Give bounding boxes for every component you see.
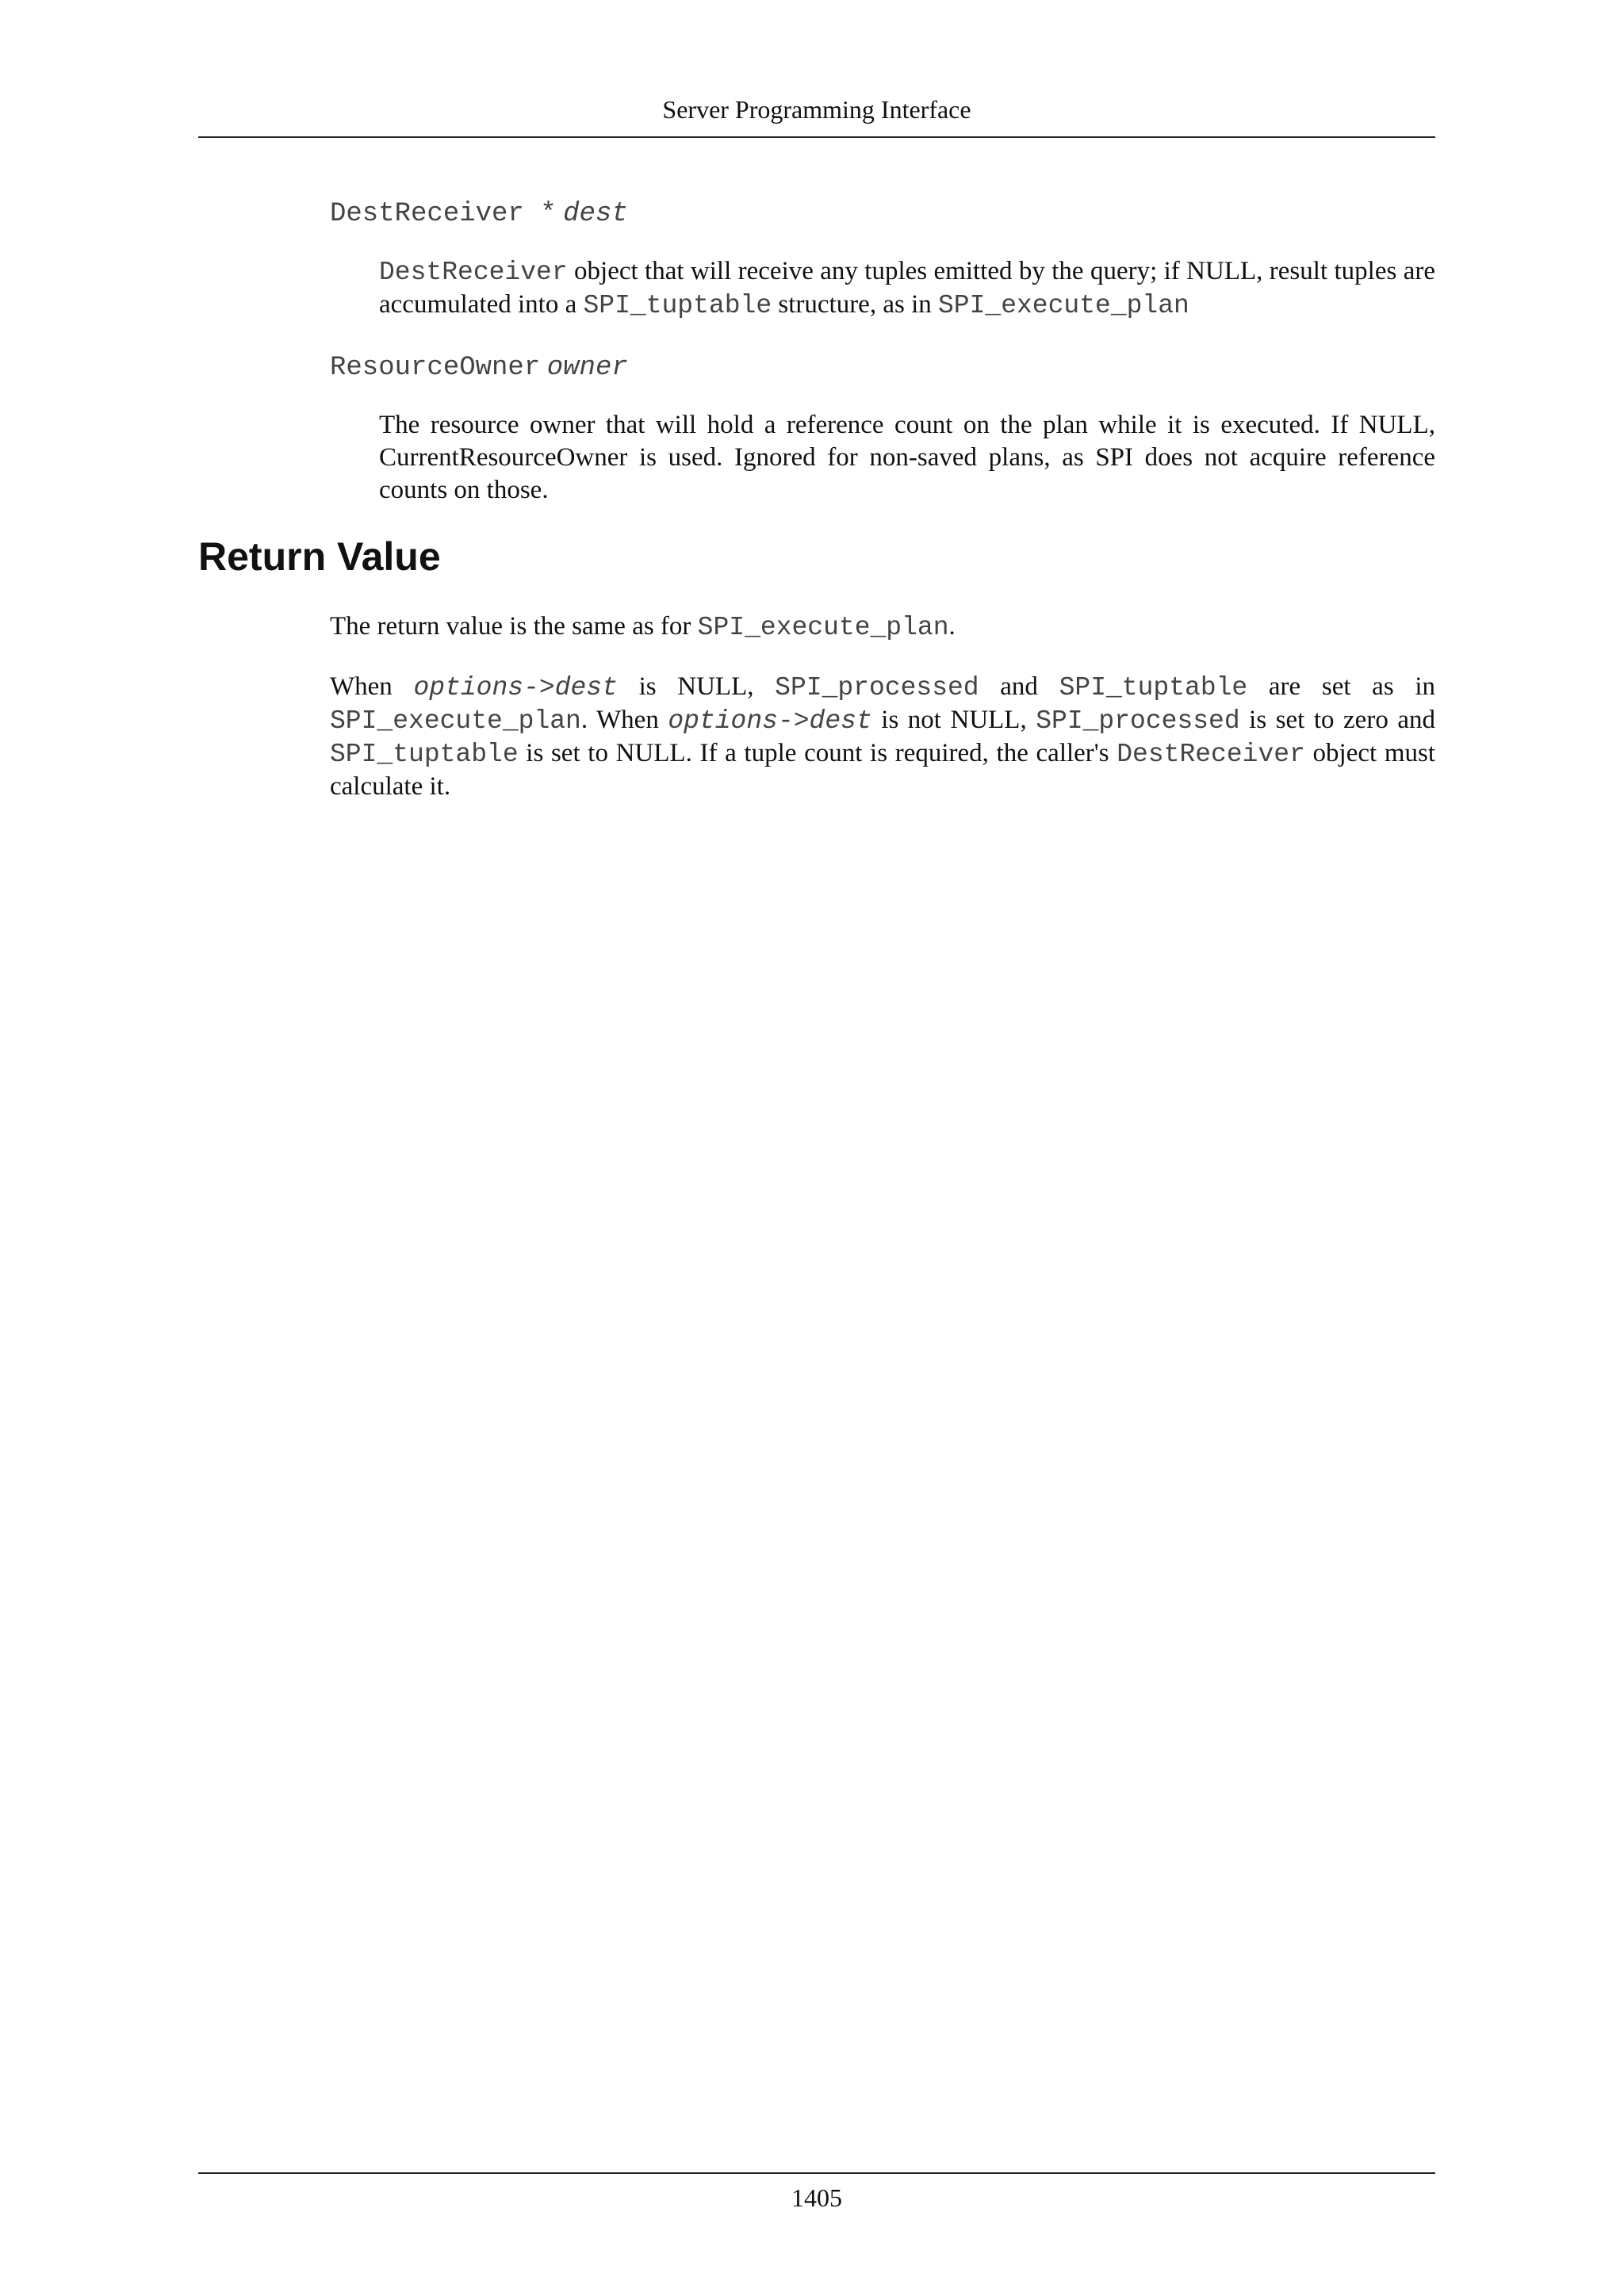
return-value-paragraph-1: [330, 610, 1435, 644]
return-value-paragraph-2: [330, 671, 1435, 803]
page-header: Server Programming Interface: [662, 95, 971, 124]
code-spi-tuptable: SPI_tuptable: [583, 291, 772, 320]
paragraph-text: .: [948, 612, 956, 641]
code-options-dest: options->dest: [668, 706, 872, 736]
section-heading-return-value: Return Value: [198, 534, 441, 579]
param-desc-dest: [379, 255, 1435, 322]
header-rule: [198, 136, 1435, 138]
desc-text: object that will receive any tuples emitted by the query; if NULL, result tuples are accumulated into a: [379, 257, 1435, 319]
paragraph-text: When: [330, 672, 414, 701]
param-term-dest: [330, 197, 628, 230]
paragraph-text: is set to zero and: [1239, 706, 1435, 734]
code-spi-execute-plan: SPI_execute_plan: [937, 291, 1189, 320]
param-type: DestReceiver *: [330, 199, 557, 229]
paragraph-text: is not NULL,: [871, 706, 1036, 734]
param-name: owner: [546, 353, 628, 383]
paragraph-text: The return value is the same as for: [330, 612, 698, 641]
code-spi-execute-plan: SPI_execute_plan: [330, 706, 581, 736]
code-spi-tuptable: SPI_tuptable: [330, 740, 519, 769]
footer-rule: [198, 2172, 1435, 2174]
code-spi-processed: SPI_processed: [1036, 706, 1240, 736]
code-spi-processed: SPI_processed: [775, 673, 979, 702]
code-destreceiver: DestReceiver: [1116, 740, 1305, 769]
paragraph-text: is set to NULL. If a tuple count is required, the caller's: [518, 739, 1117, 767]
paragraph-text: object must calculate it.: [330, 739, 1435, 801]
param-name: dest: [563, 199, 628, 229]
code-options-dest: options->dest: [413, 673, 618, 702]
param-type: ResourceOwner: [330, 353, 541, 383]
paragraph-text: and: [979, 672, 1059, 701]
code-destreceiver: DestReceiver: [379, 258, 568, 287]
param-term-owner: [330, 350, 628, 384]
page-number: 1405: [791, 2183, 842, 2212]
desc-text: structure, as in: [772, 290, 938, 319]
param-desc-owner: The resource owner that will hold a reference count on the plan while it is executed. If NULL, CurrentResourceOwner is used. Ignored for non-saved plans, as SPI does not acquire reference counts on those.: [379, 411, 1435, 504]
paragraph-text: are set as in: [1247, 672, 1435, 701]
code-spi-execute-plan: SPI_execute_plan: [697, 613, 949, 642]
paragraph-text: is NULL,: [617, 672, 776, 701]
code-spi-tuptable: SPI_tuptable: [1059, 673, 1248, 702]
paragraph-text: . When: [580, 706, 668, 734]
